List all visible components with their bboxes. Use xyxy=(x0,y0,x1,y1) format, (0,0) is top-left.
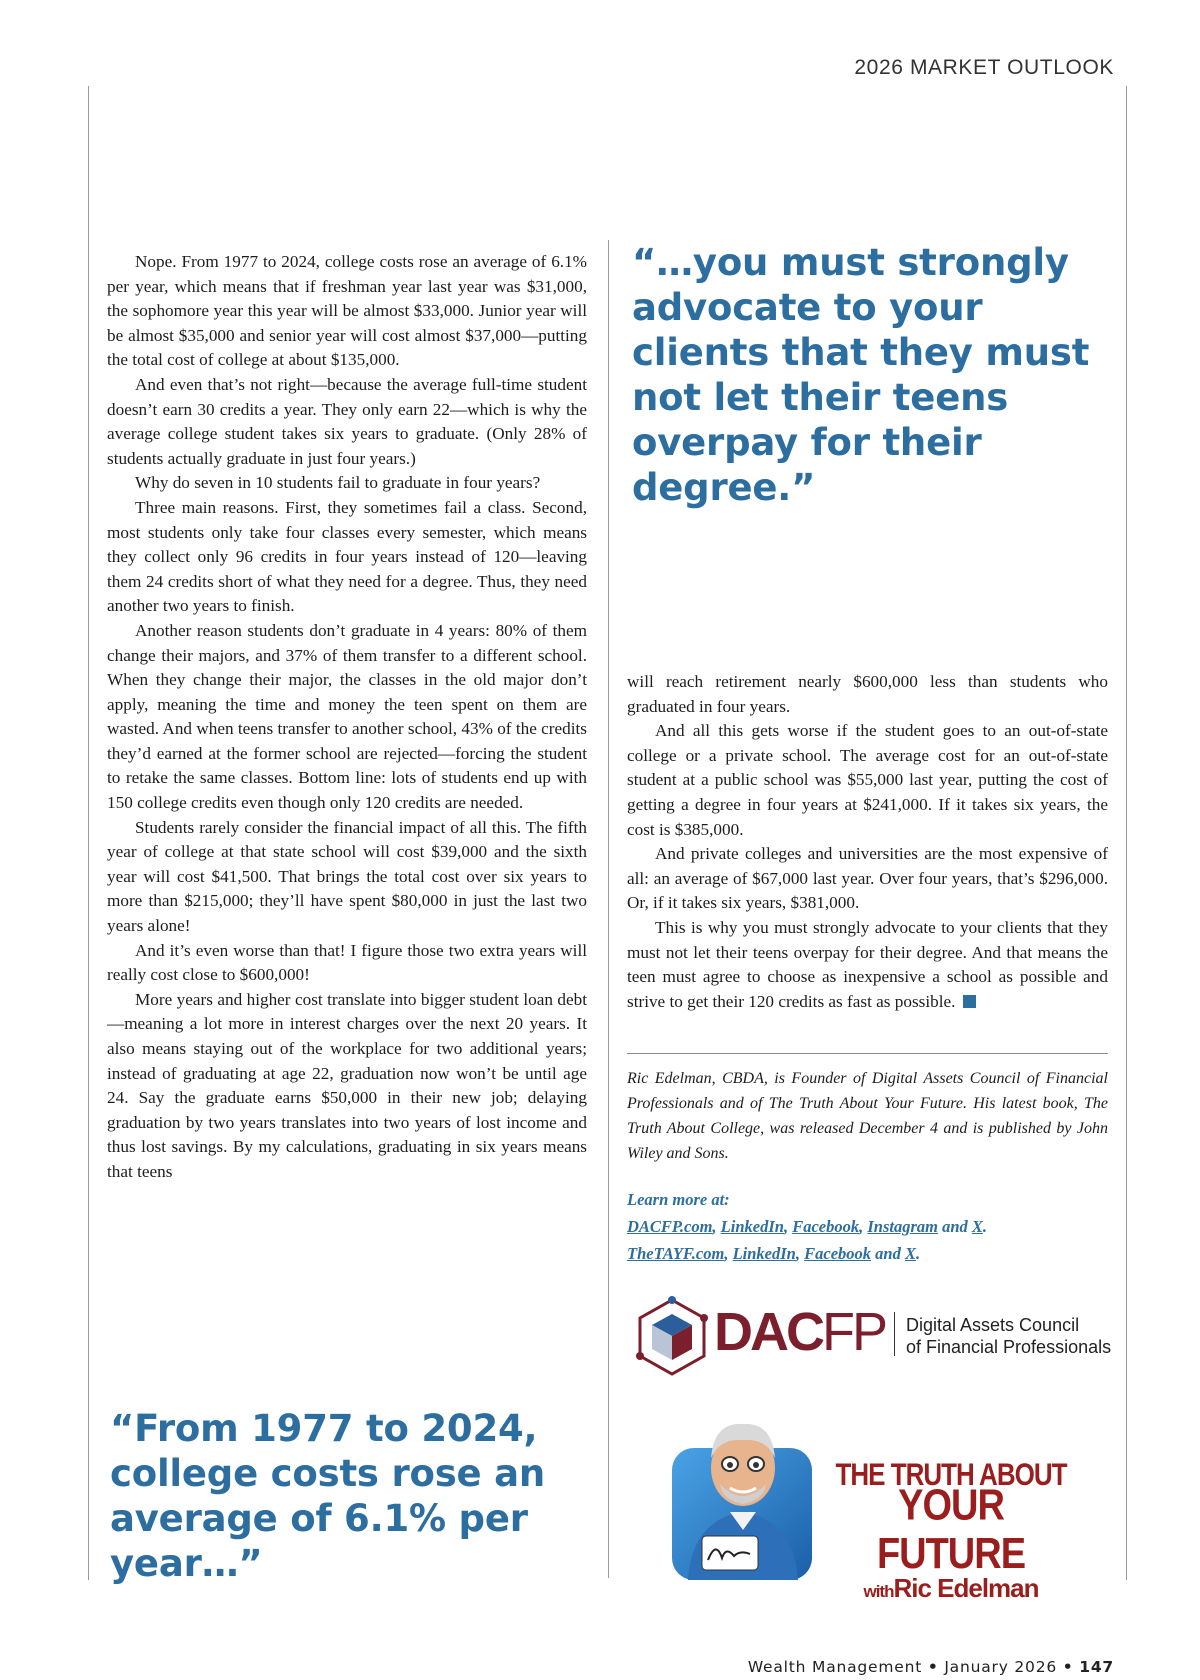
learn-more-heading: Learn more at: xyxy=(627,1190,730,1209)
body-paragraph: And it’s even worse than that! I figure those two extra years will really cost close to $600,000! xyxy=(107,940,587,985)
link-dacfp-site[interactable]: DACFP.com xyxy=(627,1217,713,1236)
column-rule-middle xyxy=(608,240,609,1578)
body-paragraph-last xyxy=(627,916,1108,1014)
end-of-article-square-icon xyxy=(963,995,976,1008)
body-paragraph: will reach retirement nearly $600,000 less than students who graduated in four years. xyxy=(627,672,1108,716)
page-number: 147 xyxy=(1079,1658,1114,1676)
section-label: 2026 MARKET OUTLOOK xyxy=(854,56,1114,79)
link-dacfp-linkedin[interactable]: LinkedIn xyxy=(720,1217,784,1236)
link-dacfp-facebook[interactable]: Facebook xyxy=(792,1217,860,1236)
dacfp-full-name: Digital Assets Council of Financial Professionals xyxy=(906,1315,1112,1357)
body-paragraph: Another reason students don’t graduate in 4 years: 80% of them change their majors, and 37% of them transfer to a different school. When they change their major, the classes in the old major don’t apply, meaning the time and money the teen spent on them are wasted. And when teens transfer to another school, 43% of the credits they’d earned at the former school are rejected—forcing the student to retake the same classes. Bottom line: lots of students end up with 150 college credits even though only 120 credits are needed. xyxy=(107,620,587,813)
body-paragraph: Students rarely consider the financial impact of all this. The fifth year of college at that state school will cost $39,000 and the sixth year will cost $41,500. That brings the total cost over six years to more than $215,000; they’ll have spent $80,000 in just the last two years alone! xyxy=(107,817,587,936)
tayf-logo xyxy=(668,1400,1088,1603)
body-paragraph: And even that’s not right—because the average full-time student doesn’t earn 30 credits a year. They only earn 22—which is why the average college student takes six years to graduate. (Only 28% of students actually graduate in just four years.) xyxy=(107,374,587,468)
dacfp-cube-icon xyxy=(632,1292,712,1382)
link-dacfp-instagram[interactable]: Instagram xyxy=(867,1217,938,1236)
article-left-column xyxy=(107,250,587,1185)
body-paragraph: Three main reasons. First, they sometimes fail a class. Second, most students only take four classes every semester, which means they collect only 96 credits in four years instead of 120—leaving them 24 credits short of what they need for a degree. Thus, they need another two years to finish. xyxy=(107,497,587,616)
article-right-column xyxy=(627,670,1108,1014)
page-footer: Wealth Management • January 2026 • 147 xyxy=(747,1658,1114,1676)
learn-more-block xyxy=(627,1186,1108,1267)
pull-quote-top: “…you must strongly advocate to your clients that they must not let their teens overpay for their degree.” xyxy=(632,241,1090,509)
link-dacfp-x[interactable]: X xyxy=(971,1217,983,1236)
dacfp-divider xyxy=(894,1312,895,1356)
dacfp-wordmark: DACFP xyxy=(714,1302,886,1362)
last-paragraph-text: This is why you must strongly advocate to your clients that they must not let their teens overpay for their degree. And that means the teen must agree to choose as inexpensive a school as possible and strive to get their 120 credits as fast as possible. xyxy=(627,917,1108,1011)
footer-publication: Wealth Management xyxy=(747,1658,923,1676)
pull-quote-bottom: “From 1977 to 2024, college costs rose an average of 6.1% per year…” xyxy=(110,1407,546,1585)
footer-date: January 2026 xyxy=(944,1658,1058,1676)
learn-more-line-dacfp: DACFP.com, LinkedIn, Facebook, Instagram and X. xyxy=(627,1217,988,1236)
link-tayf-linkedin[interactable]: LinkedIn xyxy=(732,1244,796,1263)
author-bio: Ric Edelman, CBDA, is Founder of Digital Assets Council of Financial Professionals and of The Truth About Your Future. His latest book, The Truth About College, was released December 4 and is published by John Wiley and Sons. xyxy=(627,1070,1108,1162)
ric-edelman-avatar-icon xyxy=(668,1400,818,1586)
dacfp-logo xyxy=(632,1292,1112,1382)
tayf-title: THE TRUTH ABOUT YOUR FUTURE withRic Edelman xyxy=(835,1456,1067,1603)
body-paragraph: More years and higher cost translate into bigger student loan debt—meaning a lot more in interest charges over the next 20 years. It also means staying out of the workplace for two additional years; instead of graduating at age 22, graduation now won’t be until age 24. Say the graduate earns $50,000 in their new job; delaying graduation by two years translates into two years of lost income and thus lost savings. By my calculations, graduating in six years means that teens xyxy=(107,989,587,1181)
link-tayf-facebook[interactable]: Facebook xyxy=(804,1244,872,1263)
link-tayf-site[interactable]: TheTAYF.com xyxy=(627,1244,725,1263)
learn-more-line-tayf: TheTAYF.com, LinkedIn, Facebook and X. xyxy=(627,1244,921,1263)
body-paragraph: And all this gets worse if the student goes to an out-of-state college or a private school. The average cost for an out-of-state student at a public school was $55,000 last year, putting the cost of getting a degree in four years at $241,000. If it takes six years, the cost is $385,000. xyxy=(627,721,1108,839)
body-paragraph: Why do seven in 10 students fail to graduate in four years? xyxy=(135,473,541,493)
body-paragraph: Nope. From 1977 to 2024, college costs rose an average of 6.1% per year, which means that if freshman year last year was $31,000, the sophomore year this year will be almost $33,000. Junior year will be almost $35,000 and senior year will cost almost $37,000—putting the total cost of college at about $135,000. xyxy=(107,252,587,370)
column-rule-right xyxy=(1126,86,1127,1580)
body-paragraph: And private colleges and universities are the most expensive of all: an average of $67,000 last year. Over four years, that’s $296,000. Or, if it takes six years, $381,000. xyxy=(627,844,1108,913)
column-rule-left xyxy=(88,86,89,1580)
link-tayf-x[interactable]: X xyxy=(904,1244,916,1263)
bio-divider xyxy=(627,1053,1108,1054)
